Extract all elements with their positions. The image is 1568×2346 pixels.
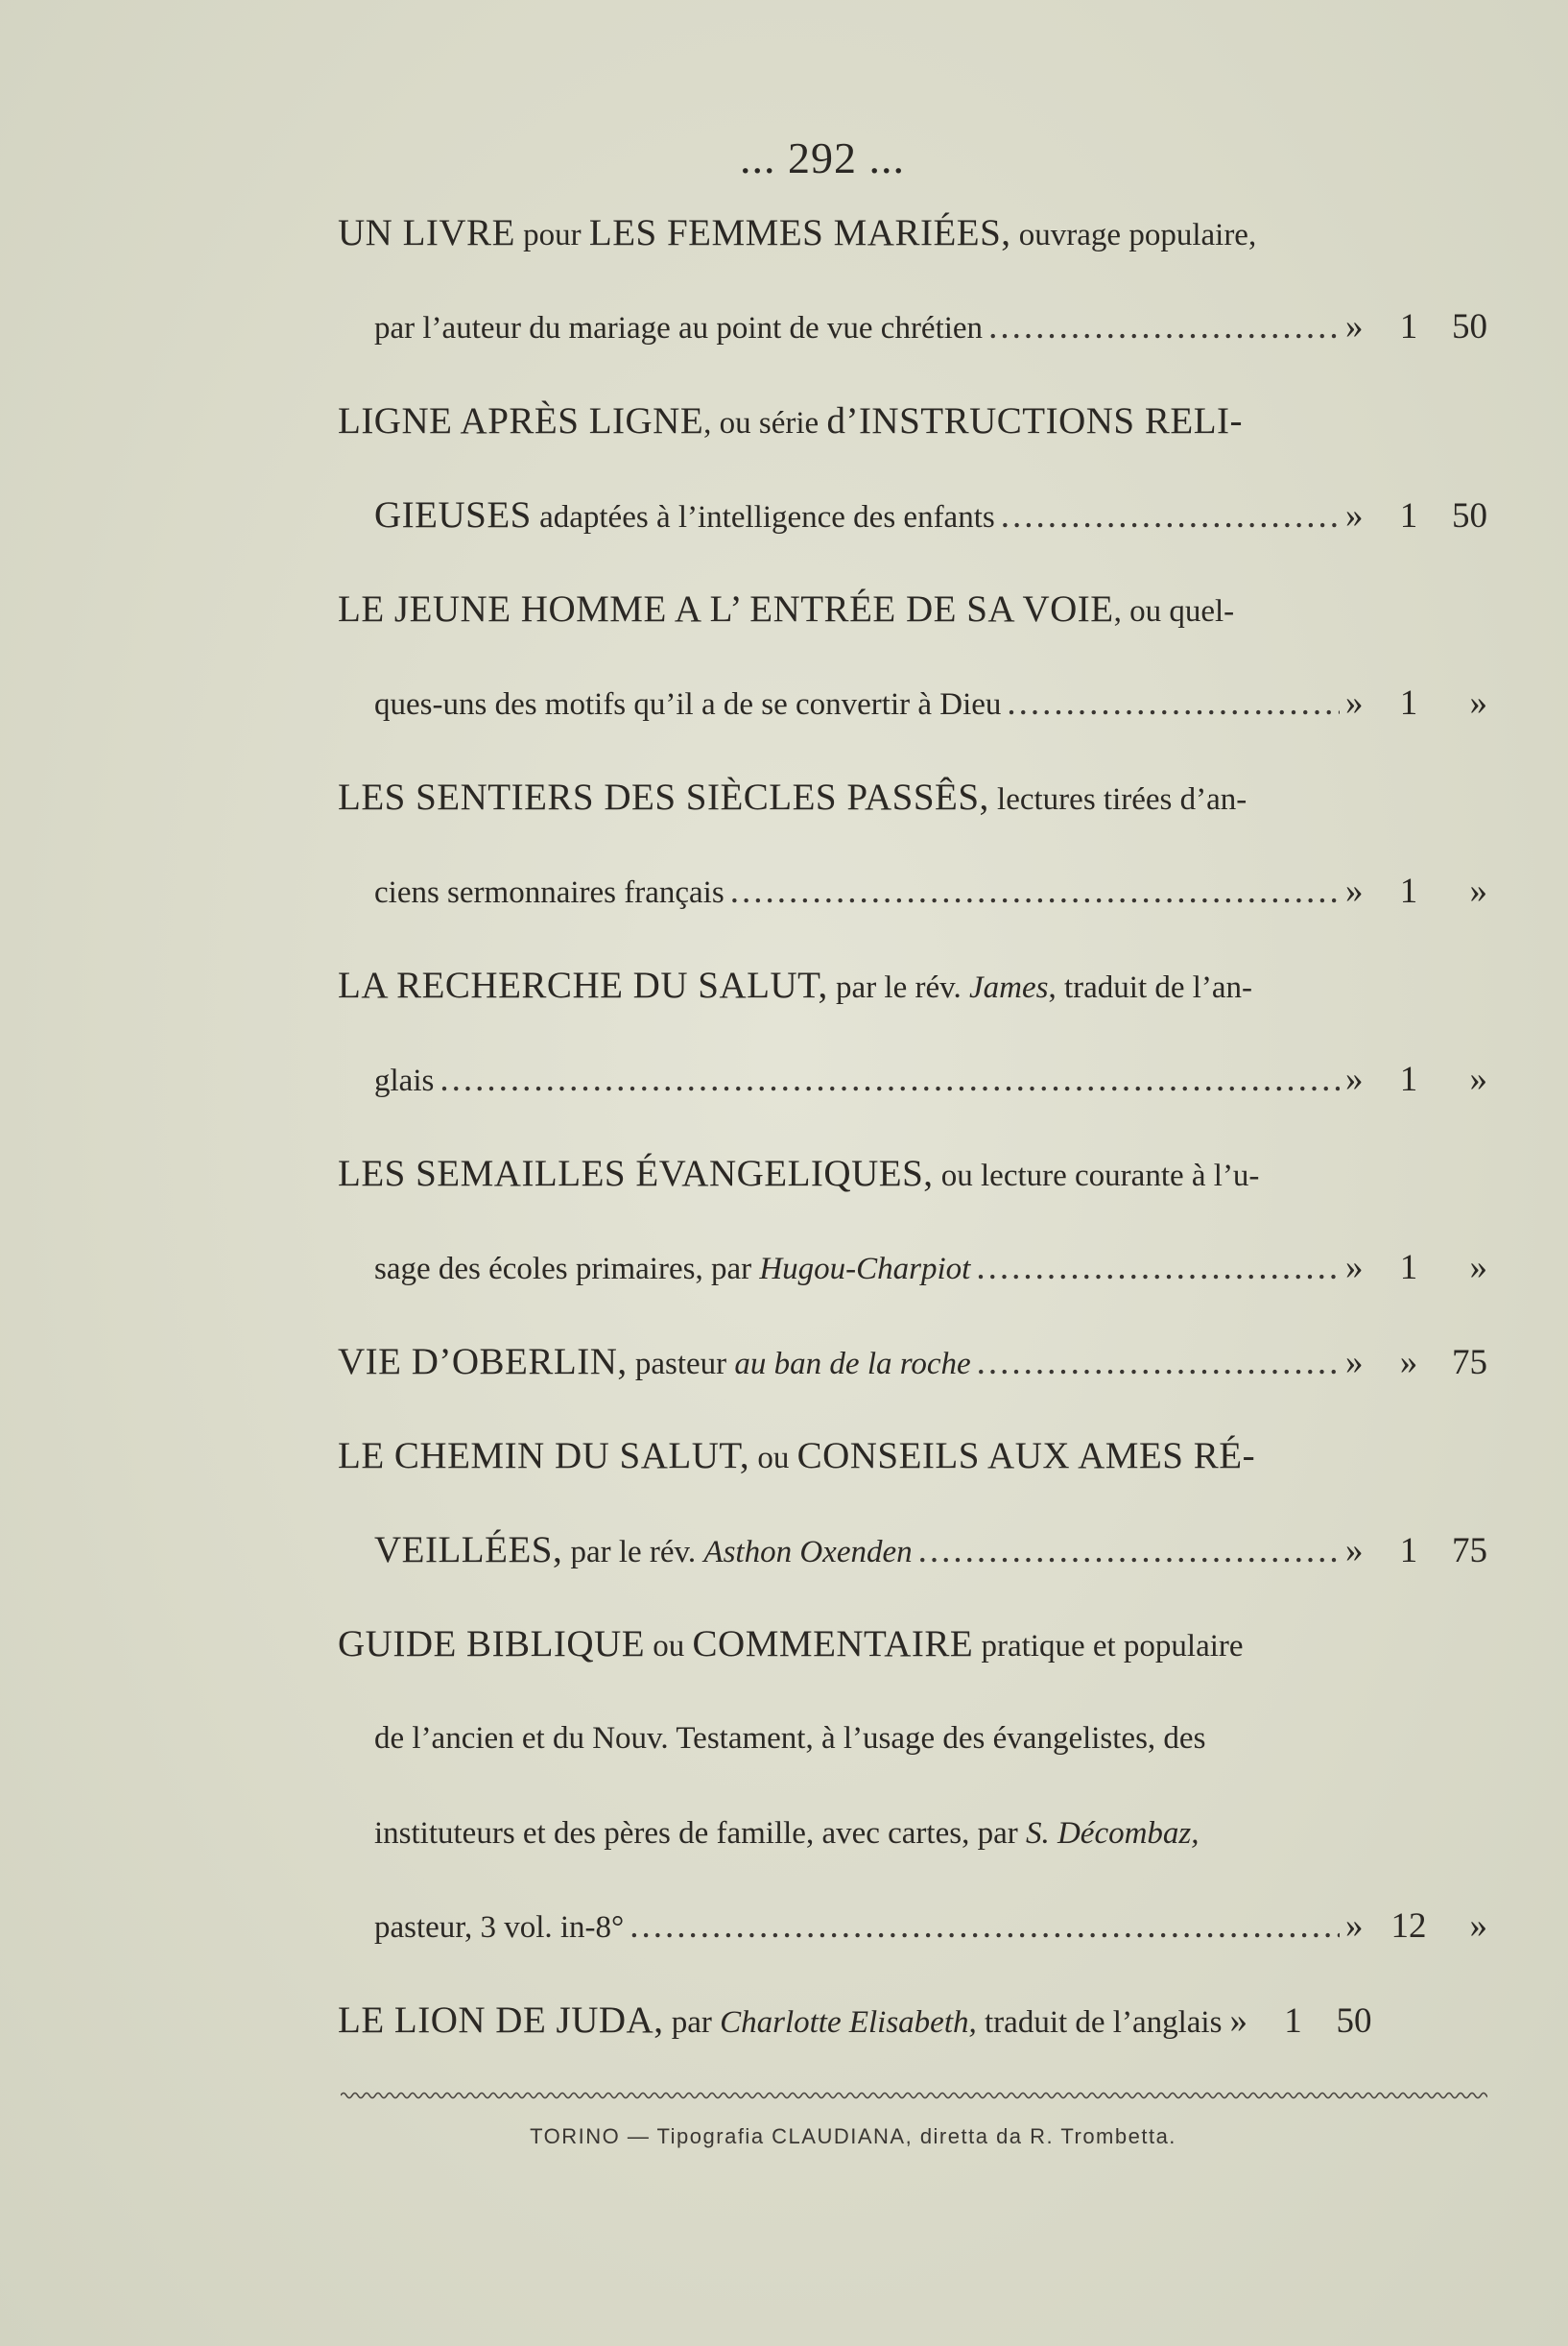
price-cents: 50 [1452, 496, 1487, 536]
price [1345, 303, 1487, 351]
entry-title: LES FEMMES MARIÉES, [588, 212, 1011, 253]
price-cents: 75 [1452, 1531, 1487, 1570]
price [1229, 1998, 1371, 2046]
price-cents: 50 [1452, 307, 1487, 347]
price-mark: » [1345, 872, 1364, 911]
price [1345, 1056, 1487, 1104]
price-francs: 1 [1399, 1248, 1418, 1287]
entry-5-price-line [374, 1056, 1487, 1105]
entry-text: pratique et populaire [973, 1629, 1244, 1664]
entry-8-price-line [374, 1526, 1487, 1576]
price [1345, 1339, 1487, 1387]
price-mark: » [1345, 1060, 1364, 1099]
entry-text: ou [645, 1629, 693, 1664]
entry-10-line [338, 1997, 1487, 2047]
price-francs: 1 [1399, 1060, 1418, 1099]
entry-title: LE JEUNE HOMME A L’ ENTRÉE DE SA VOIE [338, 588, 1114, 630]
entry-5-title-line [338, 962, 1252, 1012]
price [1345, 680, 1487, 728]
entry-text: ou [749, 1441, 797, 1475]
entry-text-italic: au ban de la roche [734, 1347, 971, 1381]
entry-title: COMMENTAIRE [692, 1623, 974, 1664]
entry-text: pasteur, 3 vol. in-8° [374, 1910, 625, 1945]
entry-1-price-line [374, 303, 1487, 352]
entry-text: ouvrage populaire, [1010, 218, 1257, 252]
entry-text: lectures tirées d’an- [988, 782, 1247, 817]
dot-leader [730, 868, 1340, 916]
entry-text: , ou quel- [1113, 594, 1235, 629]
entry-author: S. Décombaz, [1025, 1816, 1200, 1851]
price-cents: » [1469, 872, 1487, 911]
entry-author: Charlotte Elisabeth, [720, 2005, 977, 2040]
entry-6-price-line [374, 1244, 1487, 1293]
entry-title: CONSEILS AUX AMES RÉ- [796, 1435, 1256, 1476]
entry-4-price-line [374, 868, 1487, 917]
price-francs: 1 [1399, 872, 1418, 911]
dot-leader [1001, 492, 1340, 540]
price-cents: » [1469, 1060, 1487, 1099]
price-mark: » [1345, 1343, 1364, 1382]
entry-text: ciens sermonnaires français [374, 875, 725, 910]
price-francs: 1 [1399, 496, 1418, 536]
entry-title: LE CHEMIN DU SALUT, [338, 1435, 750, 1476]
price-francs: 1 [1399, 683, 1418, 723]
price-cents: 75 [1452, 1343, 1487, 1382]
price [1345, 1527, 1487, 1575]
entry-text: adaptées à l’intelligence des enfants [531, 500, 995, 535]
entry-text: instituteurs et des pères de famille, avec cartes, par [374, 1816, 1026, 1851]
price-cents: » [1469, 1248, 1487, 1287]
entry-text: , traduit de l’an- [1048, 970, 1253, 1005]
dot-leader [988, 303, 1340, 351]
entry-title: LA RECHERCHE DU SALUT, [338, 965, 828, 1006]
entry-4-title-line [338, 774, 1247, 824]
entry-2-price-line [374, 491, 1487, 541]
entry-2-title-line [338, 397, 1243, 447]
entry-text: ou lecture courante à l’u- [933, 1159, 1260, 1193]
price-francs: 1 [1399, 1531, 1418, 1570]
price-francs: 1 [1399, 307, 1418, 347]
price-mark: » [1345, 1531, 1364, 1570]
price-mark: » [1345, 496, 1364, 536]
dot-leader [918, 1527, 1340, 1575]
entry-title: LIGNE APRÈS LIGNE [338, 400, 704, 442]
entry-6-title-line [338, 1150, 1259, 1200]
entry-title: GUIDE BIBLIQUE [338, 1623, 646, 1664]
entry-text: par l’auteur du mariage au point de vue chrétien [374, 311, 984, 346]
price-mark: » [1345, 1248, 1364, 1287]
entry-9-price-line [374, 1903, 1487, 1951]
entry-9-line-2: de l’ancien et du Nouv. Testament, à l’usage des évangelistes, des [374, 1721, 1206, 1756]
price [1345, 492, 1487, 540]
entry-title: d’INSTRUCTIONS RELI- [826, 400, 1244, 442]
entry-9-line-3 [374, 1808, 1200, 1857]
entry-text: par [663, 2005, 721, 2040]
page-number: ... 292 ... [740, 133, 905, 182]
price-mark: » [1345, 307, 1364, 347]
dot-leader [977, 1339, 1340, 1387]
entry-title: UN LIVRE [338, 212, 515, 253]
price [1345, 1903, 1487, 1951]
price-cents: » [1469, 1906, 1487, 1946]
price-francs: 12 [1390, 1906, 1427, 1946]
price-cents: 50 [1336, 2001, 1372, 2041]
ornamental-rule [341, 2089, 1487, 2102]
printer-imprint: TORINO — Tipografia CLAUDIANA, diretta da R. Trombetta. [530, 2124, 1176, 2148]
price-mark: » [1229, 2001, 1247, 2041]
entry-title: VEILLÉES, [374, 1529, 563, 1570]
entry-author: James [969, 970, 1049, 1005]
entry-title: LE LION DE JUDA, [338, 1999, 664, 2041]
entry-title: LES SENTIERS DES SIÈCLES PASSÊS, [338, 777, 989, 818]
entry-author: Hugou-Charpiot [759, 1252, 971, 1286]
entry-text: glais [374, 1064, 435, 1098]
price-francs: » [1399, 1343, 1418, 1382]
entry-title: VIE D’OBERLIN, [338, 1341, 628, 1382]
price-francs: 1 [1284, 2001, 1302, 2041]
entry-7-line [338, 1338, 1487, 1388]
entry-3-title-line [338, 586, 1234, 635]
entry-text: traduit de l’anglais [976, 2005, 1223, 2040]
dot-leader [440, 1056, 1340, 1104]
entry-9-title-line [338, 1620, 1244, 1670]
dot-leader [1007, 680, 1340, 728]
entry-text: pour [514, 218, 589, 252]
entry-text: ques-uns des motifs qu’il a de se convertir à Dieu [374, 687, 1002, 722]
entry-author: Asthon Oxenden [703, 1535, 913, 1569]
entry-text: sage des écoles primaires, par [374, 1252, 760, 1286]
entry-text: , ou série [703, 406, 827, 441]
dot-leader [630, 1903, 1340, 1951]
entry-text: pasteur [627, 1347, 735, 1381]
entry-1-title-line [338, 209, 1256, 259]
entry-title: LES SEMAILLES ÉVANGELIQUES, [338, 1153, 934, 1194]
price [1345, 868, 1487, 916]
price-mark: » [1345, 683, 1364, 723]
entry-text: par le rév. [562, 1535, 704, 1569]
entry-8-title-line [338, 1432, 1255, 1482]
entry-title: GIEUSES [374, 494, 532, 536]
price-mark: » [1345, 1906, 1364, 1946]
dot-leader [976, 1244, 1340, 1292]
entry-text: par le rév. [827, 970, 969, 1005]
entry-3-price-line [374, 680, 1487, 729]
price-cents: » [1469, 683, 1487, 723]
price [1345, 1244, 1487, 1292]
